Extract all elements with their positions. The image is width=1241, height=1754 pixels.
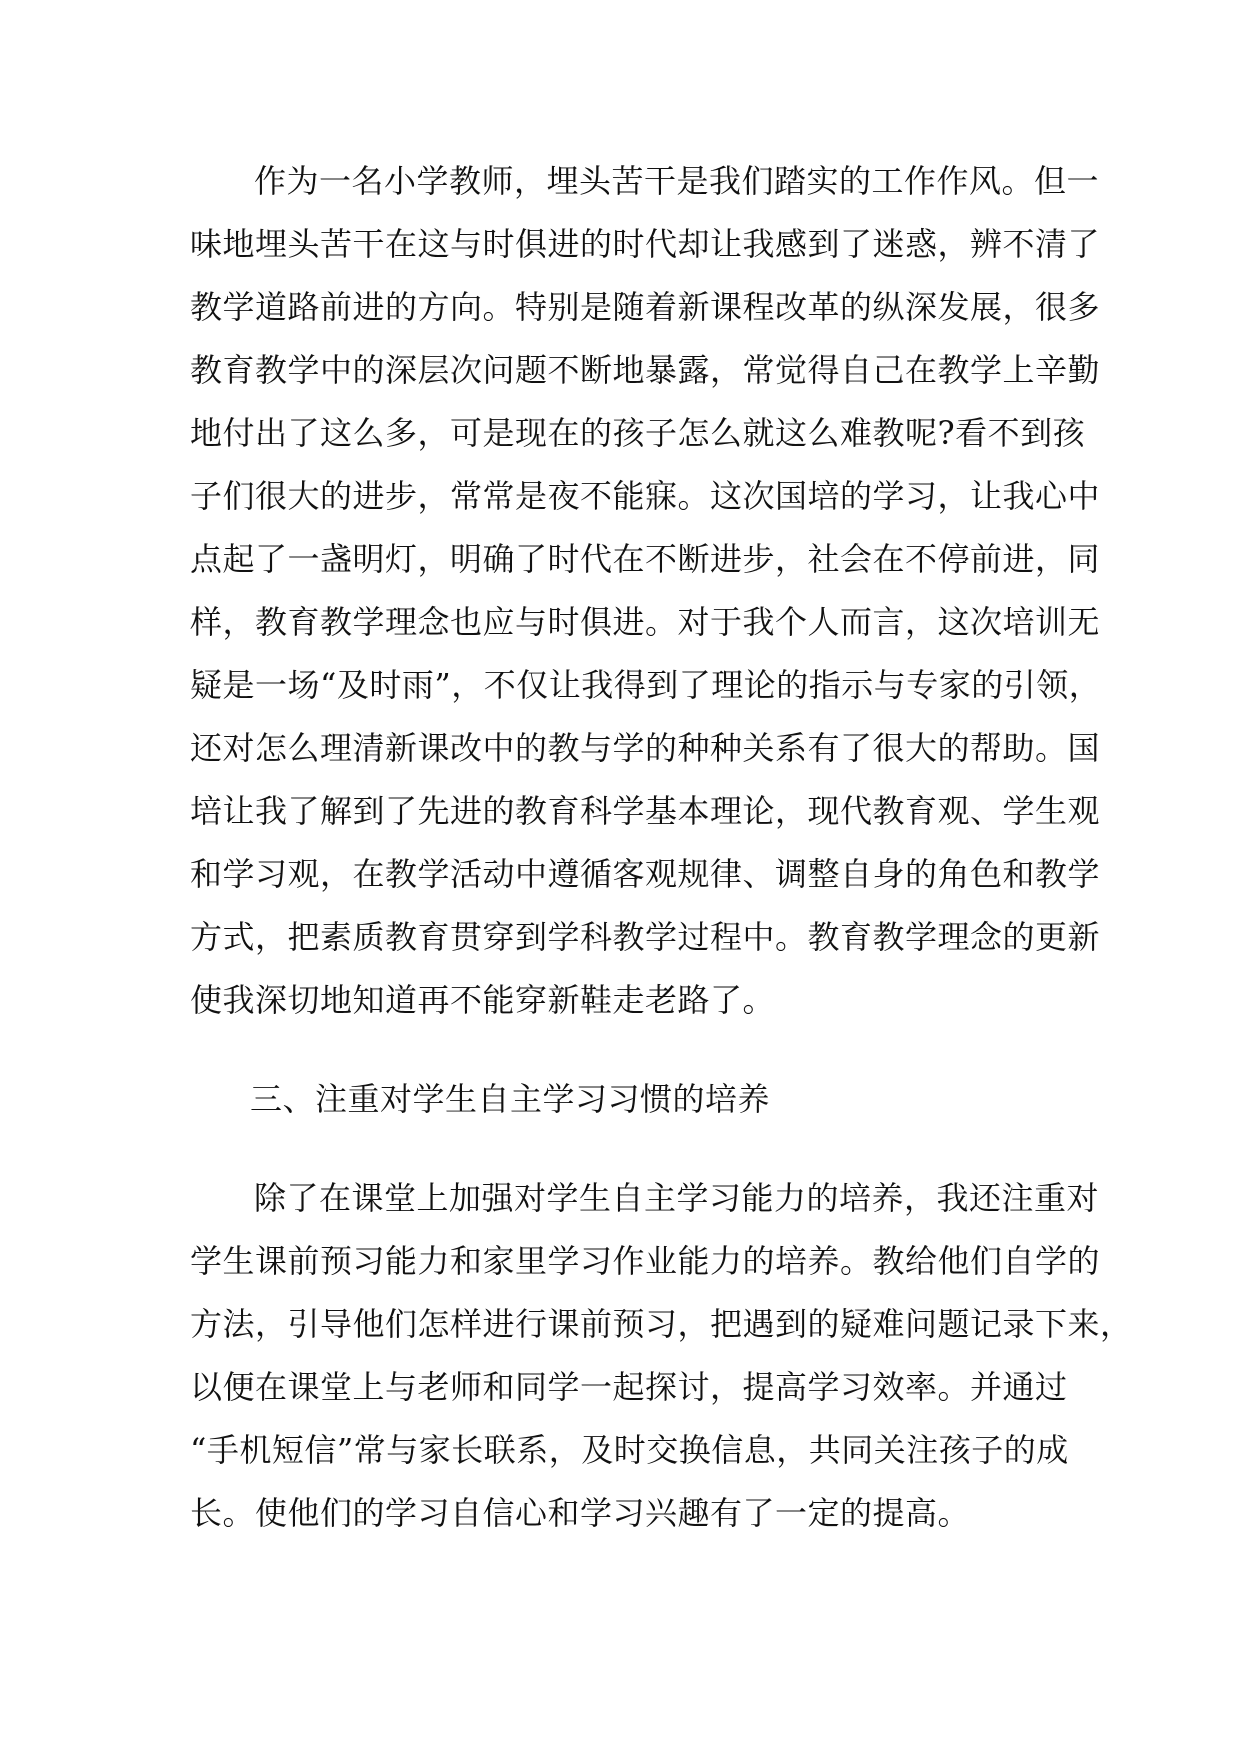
paragraph-1 (190, 150, 1102, 1032)
paragraph-line: 子们很大的进步，常常是夜不能寐。这次国培的学习，让我心中 (190, 477, 1101, 515)
paragraph-line: 地付出了这么多，可是现在的孩子怎么就这么难教呢?看不到孩 (190, 414, 1086, 452)
paragraph-2 (190, 1167, 1133, 1545)
paragraph-line: 培让我了解到了先进的教育科学基本理论，现代教育观、学生观 (190, 792, 1101, 830)
paragraph-line: 还对怎么理清新课改中的教与学的种种关系有了很大的帮助。国 (190, 729, 1101, 767)
paragraph-line: 方式，把素质教育贯穿到学科教学过程中。教育教学理念的更新 (190, 918, 1101, 956)
paragraph-spacer (190, 1131, 1052, 1167)
paragraph-line: 教学道路前进的方向。特别是随着新课程改革的纵深发展，很多 (190, 288, 1101, 326)
paragraph-line: 作为一名小学教师，埋头苦干是我们踏实的工作作风。但一 (254, 162, 1100, 200)
paragraph-line: “手机短信”常与家长联系，及时交换信息，共同关注孩子的成 (190, 1431, 1069, 1469)
paragraph-line: 教育教学中的深层次问题不断地暴露，常觉得自己在教学上辛勤 (190, 351, 1101, 389)
paragraph-line: 方法，引导他们怎样进行课前预习，把遇到的疑难问题记录下来， (190, 1305, 1133, 1343)
paragraph-spacer (190, 1032, 1052, 1068)
paragraph-line: 使我深切地知道再不能穿新鞋走老路了。 (190, 981, 776, 1019)
paragraph-line: 疑是一场“及时雨”，不仅让我得到了理论的指示与专家的引领， (190, 666, 1102, 704)
paragraph-line: 味地埋头苦干在这与时俱进的时代却让我感到了迷惑，辨不清了 (190, 225, 1101, 263)
paragraph-line: 除了在课堂上加强对学生自主学习能力的培养，我还注重对 (254, 1179, 1100, 1217)
paragraph-line: 点起了一盏明灯，明确了时代在不断进步，社会在不停前进，同 (190, 540, 1101, 578)
document-body (190, 150, 1133, 1545)
section-heading: 三、注重对学生自主学习习惯的培养 (250, 1080, 771, 1118)
paragraph-line: 长。使他们的学习自信心和学习兴趣有了一定的提高。 (190, 1494, 971, 1532)
paragraph-line: 以便在课堂上与老师和同学一起探讨，提高学习效率。并通过 (190, 1368, 1068, 1406)
paragraph-line: 和学习观，在教学活动中遵循客观规律、调整自身的角色和教学 (190, 855, 1101, 893)
paragraph-line: 学生课前预习能力和家里学习作业能力的培养。教给他们自学的 (190, 1242, 1101, 1280)
paragraph-line: 样，教育教学理念也应与时俱进。对于我个人而言，这次培训无 (190, 603, 1101, 641)
